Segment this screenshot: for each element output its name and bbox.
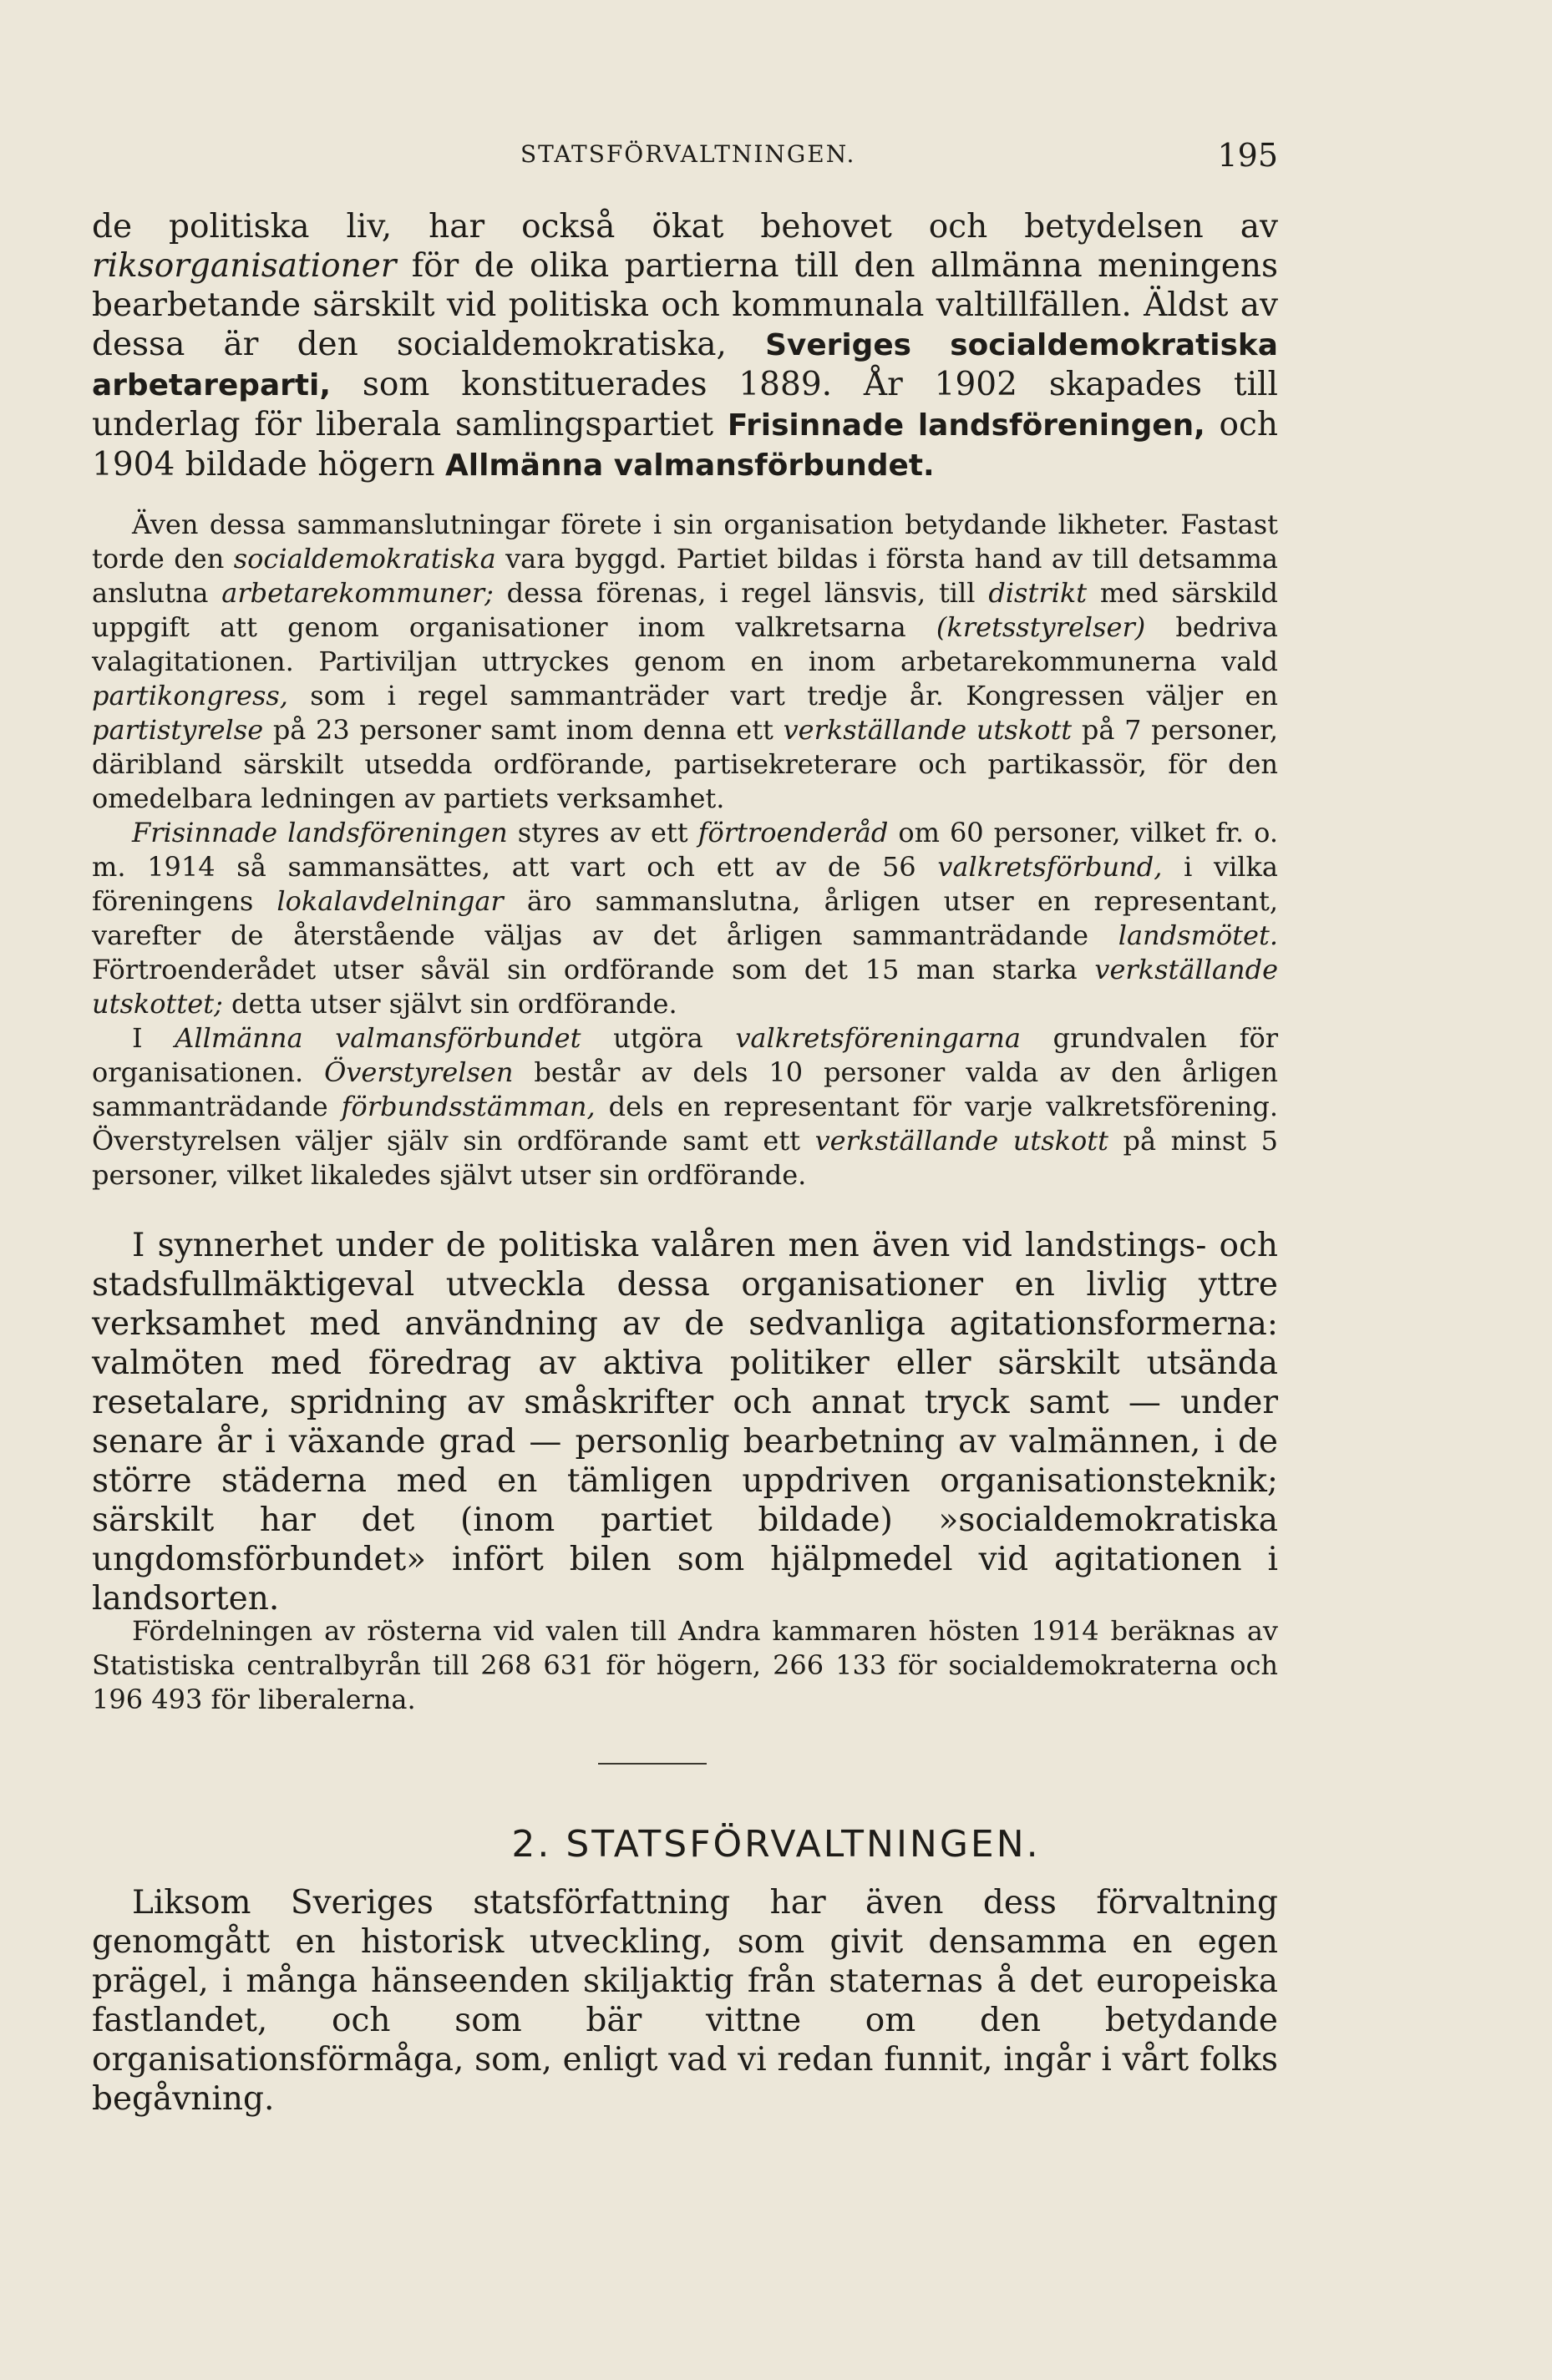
text-run: och 1904 bildade högern	[92, 406, 1278, 484]
italic-term: verkställande utskottet;	[92, 954, 1278, 1020]
paragraph-agitation	[92, 1226, 1278, 1618]
paragraph-text: Liksom Sveriges statsförfattning har även dess förvaltning genomgått en historisk utveckling, som givit densamma en egen prägel, i många hänseenden skiljaktig från staternas å det europeiska fastlandet, och som bär vittne om den betydande organisationsförmåga, som, enligt vad vi redan funnit, ingår i vårt folks begåvning.	[92, 1884, 1278, 2118]
bold-party-name: Allmänna valmansförbundet.	[445, 448, 935, 483]
text-run: detta utser självt sin ordförande.	[222, 988, 677, 1020]
italic-term: Frisinnade landsföreningen	[132, 817, 508, 848]
italic-term: valkretsföreningarna	[735, 1022, 1021, 1054]
small-print-section	[92, 508, 1278, 1193]
italic-term: landsmötet.	[1118, 919, 1278, 951]
text-run: som konstituerades 1889. År 1902 skapades till underlag för liberala samlingspartiet	[92, 366, 1278, 443]
italic-term: verkställande utskott	[814, 1125, 1109, 1157]
italic-term: valkretsförbund,	[937, 851, 1163, 883]
italic-term: distrikt	[988, 577, 1088, 609]
paragraph-text: I synnerhet under de politiska valåren men även vid landstings- och stadsfullmäktigeval utveckla dessa organisationer en livlig yttre verksamhet med användning av de sedvanliga agitationsformerna: valmöten med föredrag av aktiva politiker eller särskilt utsända resetalare, spridning av småskrifter och annat tryck samt — under senare år i växande grad — personlig bearbetning av valmännen, i de större städerna med en tämligen uppdriven organisationsteknik; särskilt har det (inom partiet bildade) »socialdemokratiska ungdomsförbundet» infört bilen som hjälpmedel vid agitationen i landsorten.	[92, 1227, 1278, 1618]
section-heading: 2. STATSFÖRVALTNINGEN.	[511, 1823, 1041, 1866]
italic-term: socialdemokratiska	[233, 543, 496, 575]
text-run: dessa förenas, i regel länsvis, till	[493, 577, 989, 609]
text-run: styres av ett	[507, 817, 698, 848]
italic-term: partikongress,	[92, 680, 288, 711]
text-run: äro sammanslutna, årligen utser en representant, varefter de återstående väljas av det årligen sammanträdande	[92, 885, 1278, 951]
text-run: på 7 personer, däribland särskilt utsedda ordförande, partisekreterare och partikassör, för den omedelbara ledningen av partiets verksamhet.	[92, 714, 1278, 814]
paragraph-party-organisations	[92, 207, 1278, 485]
paragraph-text: Fördelningen av rösterna vid valen till Andra kammaren hösten 1914 beräknas av Statistiska centralbyrån till 268 631 för högern, 266 133 för socialdemokraterna och 196 493 för liberalerna.	[92, 1615, 1278, 1715]
text-run: består av dels 10 personer valda av den årligen sammanträdande	[92, 1056, 1279, 1122]
text-run: grundvalen för organisationen.	[92, 1022, 1279, 1088]
italic-term: partistyrelse	[92, 714, 264, 746]
paragraph-conservatives	[92, 1021, 1278, 1193]
italic-term: förbundsstämman,	[341, 1091, 596, 1122]
bold-party-name: Sveriges socialdemokratiska arbetareparti,	[92, 328, 1278, 403]
bold-party-name: Frisinnade landsföreningen,	[727, 408, 1205, 443]
italic-term: arbetarekommuner;	[221, 577, 494, 609]
italic-term: lokalavdelningar	[276, 885, 504, 917]
italic-term: (kretsstyrelser)	[936, 611, 1146, 643]
text-run: i vilka föreningens	[92, 851, 1279, 917]
text-run: vara byggd. Partiet bildas i första hand av till detsamma anslutna	[92, 543, 1279, 609]
text-run: Även dessa sammanslutningar förete i sin organisation betydande likheter. Fastast torde den	[92, 509, 1278, 575]
italic-term: Allmänna valmansförbundet	[175, 1022, 581, 1054]
text-run: som i regel sammanträder vart tredje år. Kongressen väljer en	[287, 680, 1278, 711]
text-run: bedriva valagitationen. Partiviljan uttryckes genom en inom arbetarekommunerna vald	[92, 611, 1279, 677]
page-header	[92, 137, 1278, 174]
text-run: för de olika partierna till den allmänna meningens bearbetande särskilt vid politiska och kommunala valtillfällen. Äldst av dessa är den socialdemokratiska,	[92, 247, 1278, 363]
page-number: 195	[1217, 137, 1278, 174]
italic-term: riksorganisationer	[92, 247, 397, 285]
section-divider	[598, 1763, 707, 1765]
italic-term: förtroenderåd	[697, 817, 889, 848]
paragraph-liberals	[92, 816, 1278, 1021]
text-run: I	[132, 1022, 175, 1054]
paragraph-vote-distribution	[92, 1614, 1278, 1717]
text-run: på 23 personer samt inom denna ett	[263, 714, 784, 746]
italic-term: Överstyrelsen	[324, 1056, 514, 1088]
running-head: STATSFÖRVALTNINGEN.	[520, 140, 856, 168]
text-run: om 60 personer, vilket fr. o. m. 1914 så sammansättes, att vart och ett av de 56	[92, 817, 1279, 883]
text-run: Förtroenderådet utser såväl sin ordförande som det 15 man starka	[92, 954, 1095, 985]
text-run: på minst 5 personer, vilket likaledes självt utser sin ordförande.	[92, 1125, 1279, 1191]
italic-term: verkställande utskott	[783, 714, 1073, 746]
text-run: utgöra	[581, 1022, 736, 1054]
paragraph-social-democrats	[92, 508, 1278, 816]
text-run: med särskild uppgift att genom organisationer inom valkretsarna	[92, 577, 1279, 643]
text-run: de politiska liv, har också ökat behovet och betydelsen av	[92, 208, 1278, 246]
paragraph-administration	[92, 1883, 1278, 2119]
text-run: dels en representant för varje valkretsförening. Överstyrelsen väljer själv sin ordförande samt ett	[92, 1091, 1279, 1157]
